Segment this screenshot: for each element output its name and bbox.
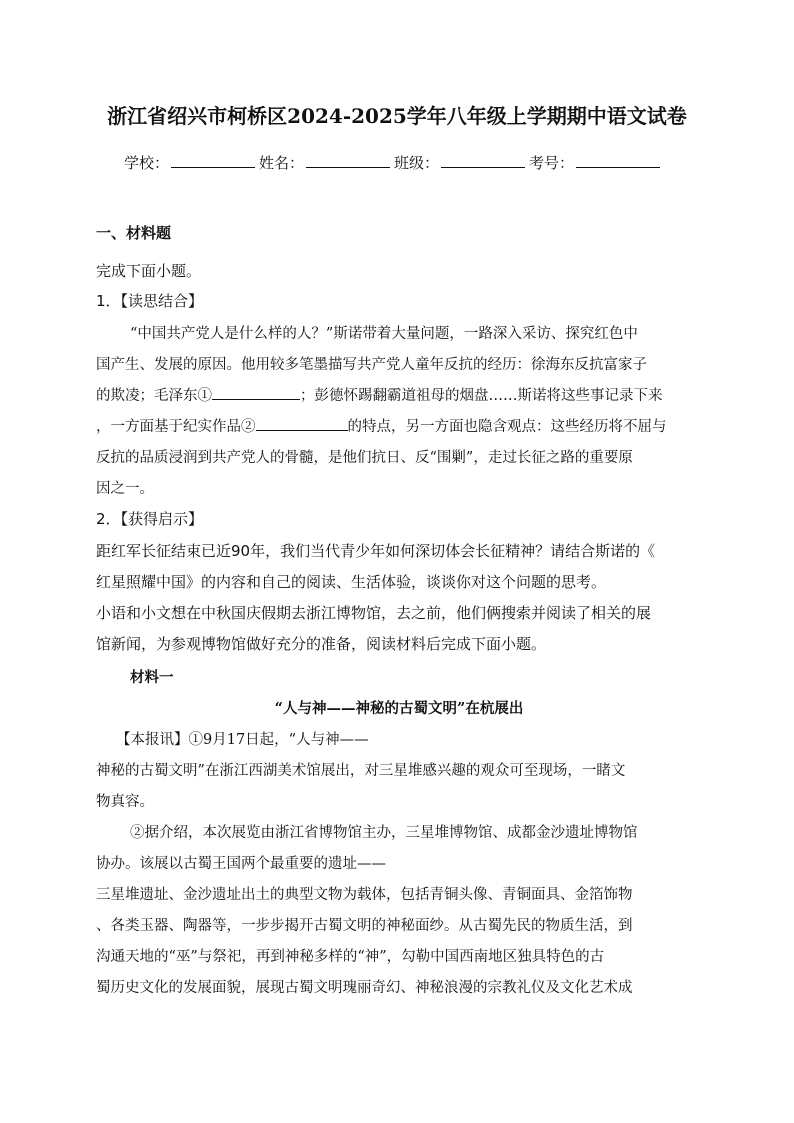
q1-text-segment: ；彭德怀踢翻霸道祖母的烟盘……斯诺将这些事记录下来 xyxy=(300,388,663,404)
class-label: 班级： xyxy=(394,154,440,172)
material-1-line: 物真容。 xyxy=(96,794,154,810)
material-1-line: ②据介绍，本次展览由浙江省博物馆主办，三星堆博物馆、成都金沙遗址博物馆 xyxy=(130,825,638,841)
material-1-line: 蜀历史文化的发展面貌，展现古蜀文明瑰丽奇幻、神秘浪漫的宗教礼仪及文化艺术成 xyxy=(96,980,633,996)
name-label: 姓名： xyxy=(259,154,305,172)
q1-paragraph-line xyxy=(96,415,702,436)
class-blank[interactable] xyxy=(441,153,525,168)
exam-title: 浙江省绍兴市柯桥区2024-2025学年八年级上学期期中语文试卷 xyxy=(107,104,687,128)
material-1-headline: “人与神——神秘的古蜀文明”在杭展出 xyxy=(274,700,524,717)
q1-paragraph-line: 国产生、发展的原因。他用较多笔墨描写共产党人童年反抗的经历：徐海东反抗富家子 xyxy=(96,357,647,373)
number-blank[interactable] xyxy=(576,153,660,168)
q2-paragraph-line: 馆新闻，为参观博物馆做好充分的准备，阅读材料后完成下面小题。 xyxy=(96,635,547,653)
student-info-row xyxy=(124,152,684,173)
material-1-line: 、各类玉器、陶器等，一步步揭开古蜀文明的神秘面纱。从古蜀先民的物质生活，到 xyxy=(96,918,633,934)
answer-blank-2[interactable] xyxy=(256,416,348,431)
q2-paragraph-line: 小语和小文想在中秋国庆假期去浙江博物馆，去之前，他们俩搜索并阅读了相关的展 xyxy=(96,604,652,622)
material-1-line: 神秘的古蜀文明”在浙江西湖美术馆展出，对三星堆感兴趣的观众可至现场，一睹文 xyxy=(96,763,626,779)
question-1-label: 1．【读思结合】 xyxy=(96,292,204,310)
q1-text-segment: 的特点，另一方面也隐含观点：这些经历将不屈与 xyxy=(347,419,667,435)
q1-paragraph-line xyxy=(96,384,702,405)
material-1-line: 三星堆遗址、金沙遗址出土的典型文物为载体，包括青铜头像、青铜面具、金箔饰物 xyxy=(96,887,633,903)
q1-paragraph-line: 反抗的品质浸润到共产党人的骨髓，是他们抗日、反“围剿”，走过长征之路的重要原 xyxy=(96,450,633,466)
instruction-text: 完成下面小题。 xyxy=(96,262,202,280)
q2-paragraph-line: 距红军长征结束已近90年，我们当代青少年如何深切体会长征精神？请结合斯诺的《 xyxy=(96,542,656,560)
q2-paragraph-line: 红星照耀中国》的内容和自己的阅读、生活体验，谈谈你对这个问题的思考。 xyxy=(96,573,607,591)
material-1-line: 沟通天地的“巫”与祭祀，再到神秘多样的“神”，勾勒中国西南地区独具特色的古 xyxy=(96,949,605,965)
name-blank[interactable] xyxy=(306,153,390,168)
school-label: 学校： xyxy=(124,154,170,172)
q1-text-segment: 的欺凌；毛泽东① xyxy=(96,388,212,404)
material-1-line: 协办。该展以古蜀王国两个最重要的遗址—— xyxy=(96,856,386,872)
q1-paragraph-line: “中国共产党人是什么样的人？”斯诺带着大量问题，一路深入采访、探究红色中 xyxy=(130,326,638,342)
material-1-line: 【本报讯】①9月17日起，“人与神—— xyxy=(116,732,369,748)
material-1-label: 材料一 xyxy=(130,669,174,686)
number-label: 考号： xyxy=(529,154,575,172)
q1-text-segment: ，一方面基于纪实作品② xyxy=(96,419,256,435)
question-2-label: 2．【获得启示】 xyxy=(96,510,204,528)
school-blank[interactable] xyxy=(171,153,255,168)
answer-blank-1[interactable] xyxy=(212,385,300,400)
section-heading: 一、材料题 xyxy=(96,224,172,242)
q1-paragraph-line: 因之一。 xyxy=(96,481,154,497)
